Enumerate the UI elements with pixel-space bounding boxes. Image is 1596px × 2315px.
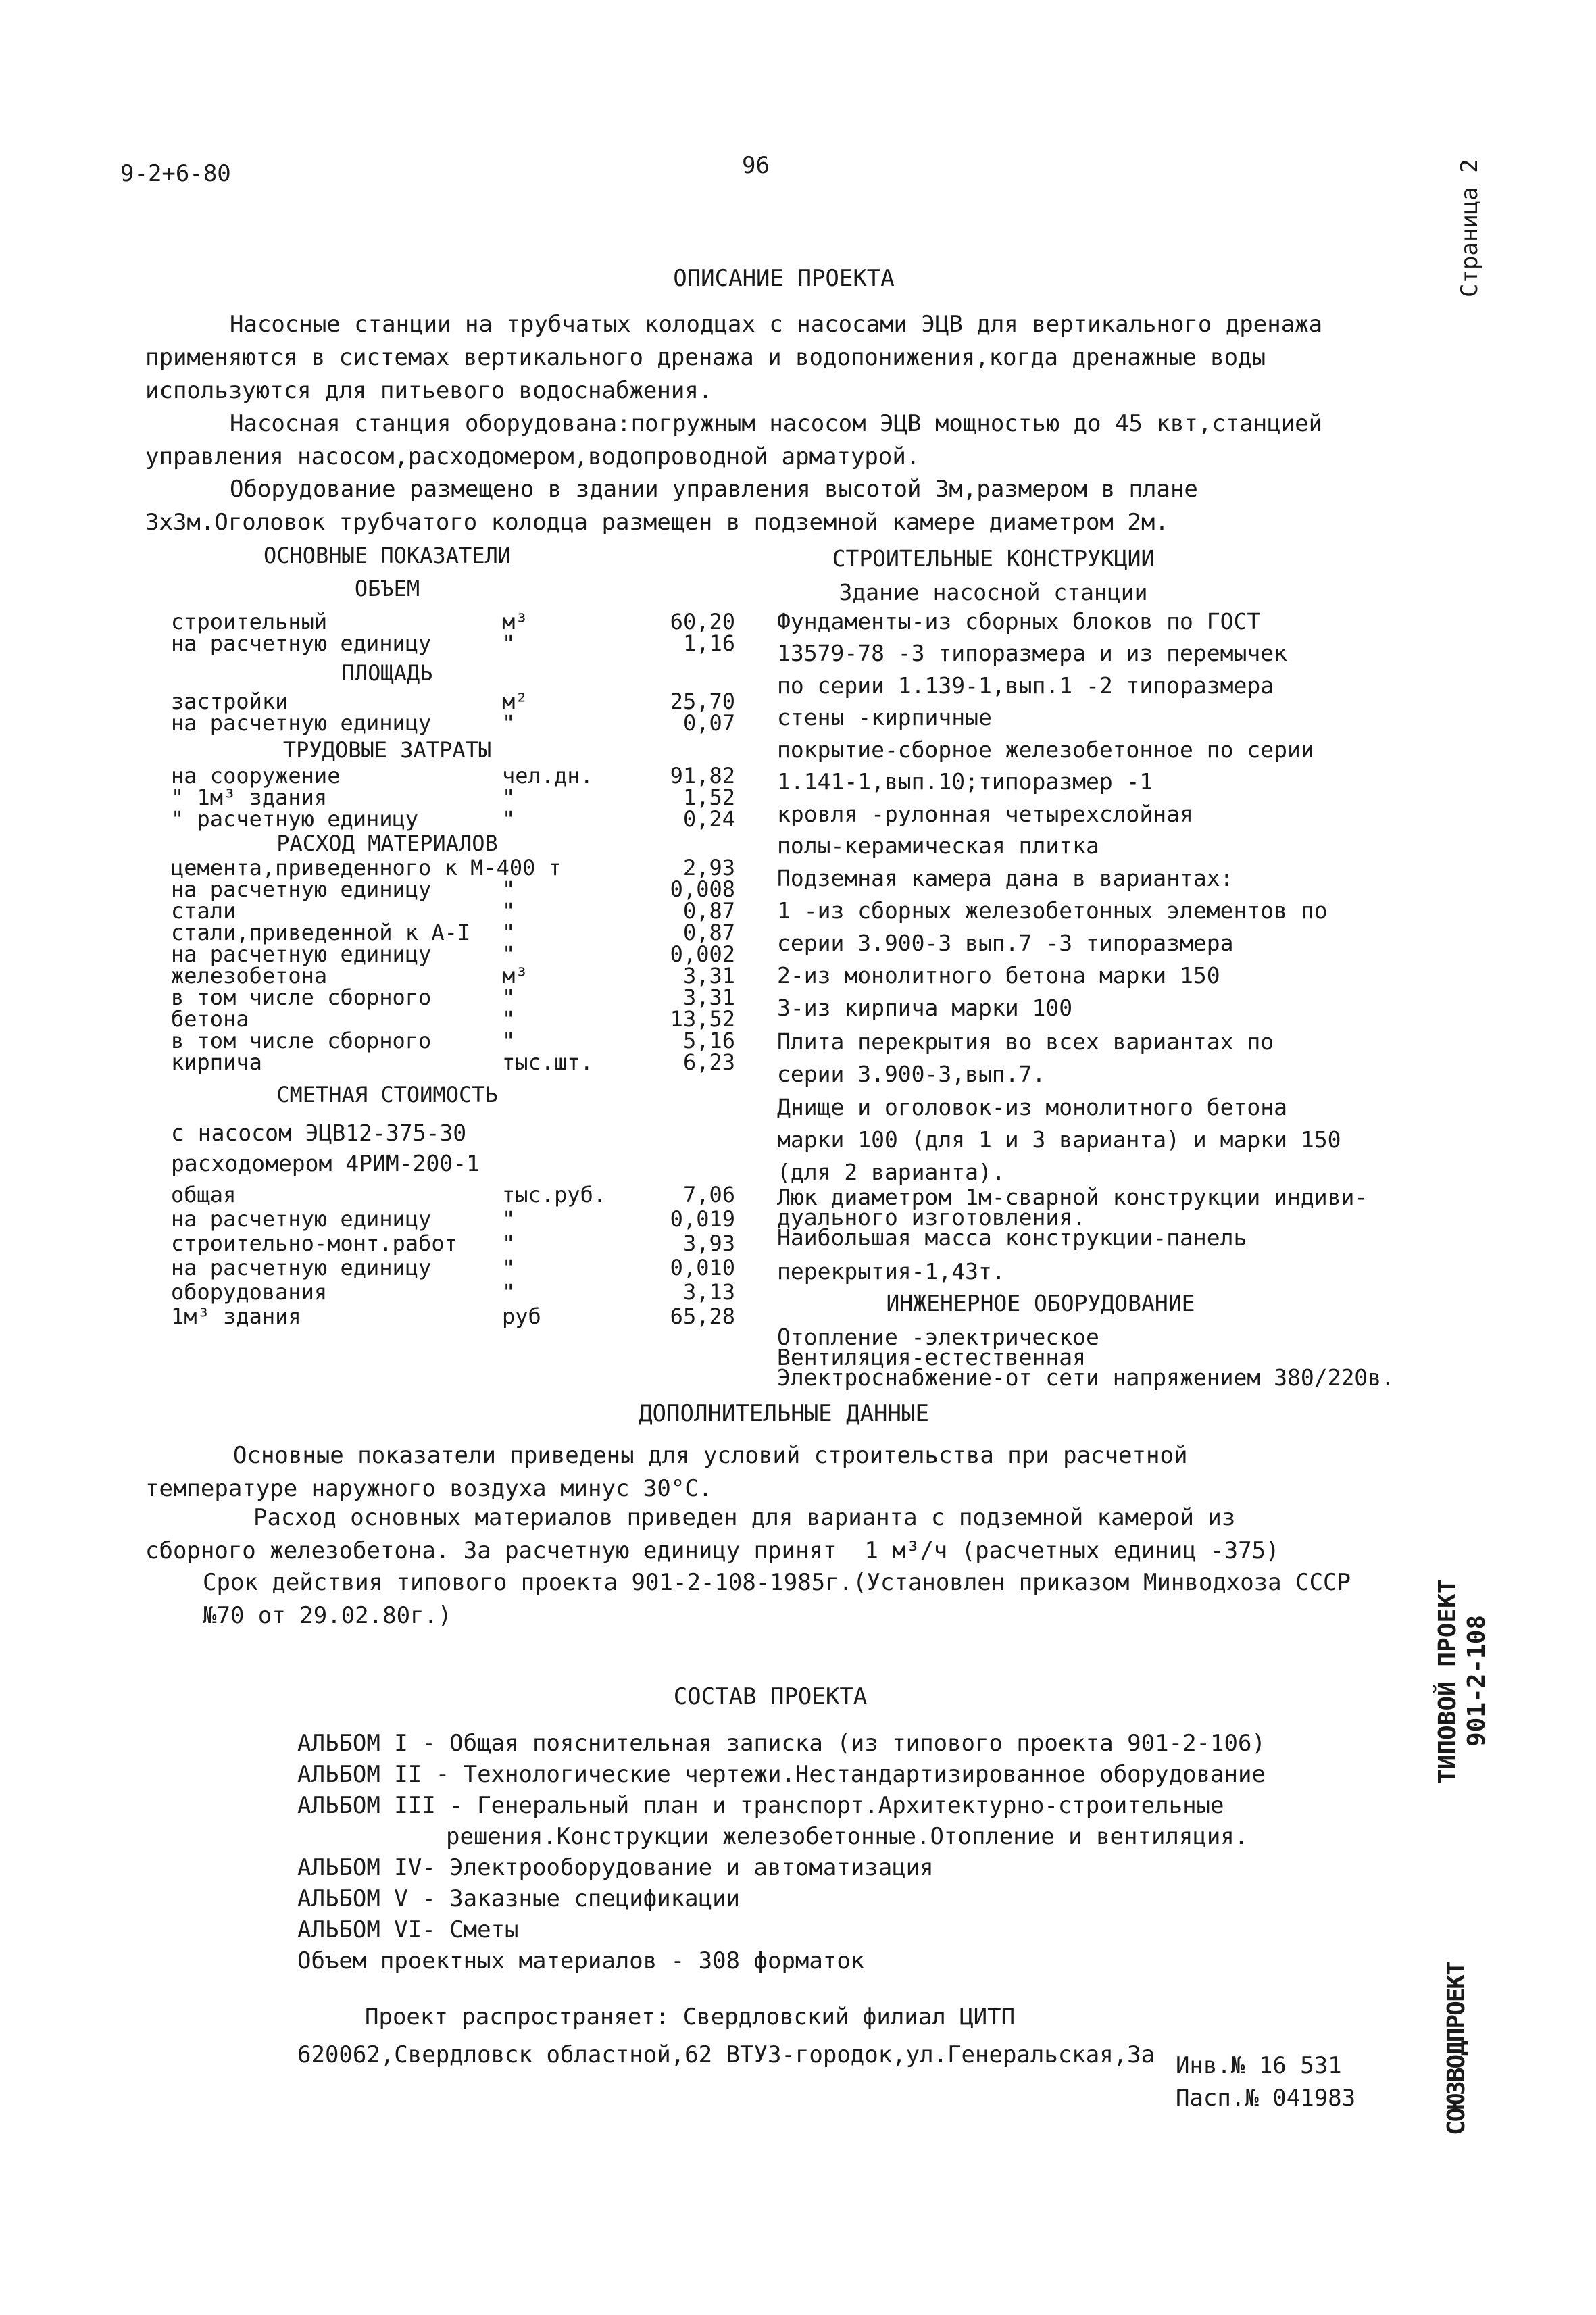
materials-value: 5,16 bbox=[682, 1028, 735, 1053]
construction-line: Днище и оголовок-из монолитного бетона bbox=[777, 1094, 1287, 1120]
construction-line: Наибольшая масса конструкции-панель bbox=[777, 1224, 1247, 1251]
composition-title: СОСТАВ ПРОЕКТА bbox=[673, 1683, 868, 1710]
additional-title: ДОПОЛНИТЕЛЬНЫЕ ДАННЫЕ bbox=[639, 1400, 929, 1427]
cost-title: СМЕТНАЯ СТОИМОСТЬ bbox=[276, 1082, 498, 1107]
materials-label: бетона bbox=[171, 1006, 249, 1032]
construction-line: марки 100 (для 1 и 3 варианта) и марки 150 bbox=[777, 1126, 1341, 1153]
materials-value: 0,002 bbox=[670, 941, 735, 967]
cost-label: 1м³ здания bbox=[171, 1303, 301, 1329]
distributor-line: Проект распространяет: Свердловский филиал ЦИТП bbox=[365, 2003, 1016, 2031]
materials-unit: " bbox=[502, 876, 516, 902]
indicators-title: ОСНОВНЫЕ ПОКАЗАТЕЛИ bbox=[263, 543, 512, 568]
volume-value: 60,20 bbox=[670, 609, 735, 634]
labor-row bbox=[171, 763, 735, 789]
document-code: 9-2+6-80 bbox=[120, 160, 231, 187]
materials-label: в том числе сборного bbox=[171, 985, 432, 1010]
cost-label: общая bbox=[171, 1182, 236, 1208]
materials-row bbox=[171, 1028, 735, 1053]
cost-unit: " bbox=[502, 1255, 516, 1280]
materials-title: РАСХОД МАТЕРИАЛОВ bbox=[276, 830, 498, 856]
area-value: 0,07 bbox=[682, 710, 735, 736]
engineering-line: Электроснабжение-от сети напряжением 380/220в. bbox=[777, 1364, 1395, 1391]
composition-item: АЛЬБОМ IV- Электрооборудование и автоматизация bbox=[297, 1854, 934, 1881]
materials-label: на расчетную единицу bbox=[171, 941, 432, 967]
construction-line: серии 3.900-3 вып.7 -3 типоразмера bbox=[777, 930, 1234, 956]
cost-unit: " bbox=[502, 1279, 516, 1305]
additional-paragraph-1: Основные показатели приведены для условий строительства при расчетной температуре наружного воздуха минус 30°С. bbox=[145, 1442, 1201, 1502]
materials-value: 0,008 bbox=[670, 876, 735, 902]
composition-item: АЛЬБОМ I - Общая пояснительная записка (из типового проекта 901-2-106) bbox=[297, 1730, 1266, 1757]
cost-pump-line: с насосом ЭЦВ12-375-30 bbox=[171, 1120, 467, 1146]
labor-unit: " bbox=[502, 785, 516, 810]
materials-unit: " bbox=[502, 941, 516, 967]
labor-value: 91,82 bbox=[670, 763, 735, 789]
area-value: 25,70 bbox=[670, 689, 735, 714]
labor-value: 1,52 bbox=[682, 785, 735, 810]
materials-row bbox=[171, 963, 735, 989]
volume-value: 1,16 bbox=[682, 630, 735, 656]
area-unit: м² bbox=[502, 689, 528, 714]
side-project-code: 901-2-108 bbox=[1463, 1614, 1491, 1747]
construction-line: Фундаменты-из сборных блоков по ГОСТ bbox=[777, 608, 1261, 634]
composition-item: АЛЬБОМ III - Генеральный план и транспорт.Архитектурно-строительные bbox=[297, 1792, 1224, 1819]
labor-unit: " bbox=[502, 806, 516, 832]
cost-row bbox=[171, 1230, 735, 1256]
construction-line: 13579-78 -3 типоразмера и из перемычек bbox=[777, 640, 1287, 666]
description-paragraph-3: Оборудование размещено в здании управления высотой 3м,размером в плане 3х3м.Оголовок трубчатого колодца размещен в подземной камере диаметром 2м. bbox=[145, 476, 1212, 536]
construction-line: Плита перекрытия во всех вариантах по bbox=[777, 1028, 1274, 1055]
cost-unit: тыс.руб. bbox=[502, 1182, 607, 1208]
side-organization: СОЮЗВОДПРОЕКТ bbox=[1443, 1962, 1470, 2135]
area-row bbox=[171, 710, 735, 736]
composition-item: Объем проектных материалов - 308 форматок bbox=[297, 1947, 865, 1974]
materials-row bbox=[171, 855, 735, 880]
volume-row bbox=[171, 609, 735, 634]
construction-line: кровля -рулонная четырехслойная bbox=[777, 801, 1193, 827]
construction-line: 1 -из сборных железобетонных элементов по bbox=[777, 897, 1328, 924]
description-paragraph-2: Насосная станция оборудована:погружным насосом ЭЦВ мощностью до 45 квт,станцией управления насосом,расходомером,водопроводной арматурой. bbox=[145, 410, 1337, 470]
materials-value: 3,31 bbox=[682, 985, 735, 1010]
cost-unit: " bbox=[502, 1230, 516, 1256]
additional-paragraph-2: Расход основных материалов приведен для варианта с подземной камерой из сборного железобетона. За расчетную единицу принят 1 м³/ч (расчетных единиц -375) bbox=[145, 1504, 1280, 1564]
materials-label: на расчетную единицу bbox=[171, 876, 432, 902]
construction-line: серии 3.900-3,вып.7. bbox=[777, 1061, 1046, 1087]
materials-value: 2,93 bbox=[682, 855, 735, 880]
materials-row bbox=[171, 1049, 735, 1075]
construction-line: Подземная камера дана в вариантах: bbox=[777, 865, 1234, 891]
materials-label: железобетона bbox=[171, 963, 328, 989]
construction-line: Люк диаметром 1м-сварной конструкции индиви- bbox=[777, 1184, 1368, 1210]
cost-value: 65,28 bbox=[670, 1303, 735, 1329]
area-label: на расчетную единицу bbox=[171, 710, 432, 736]
materials-row bbox=[171, 1006, 735, 1032]
cost-label: оборудования bbox=[171, 1279, 328, 1305]
materials-label: в том числе сборного bbox=[171, 1028, 432, 1053]
description-paragraph-1: Насосные станции на трубчатых колодцах с насосами ЭЦВ для вертикального дренажа применяются в системах вертикального дренажа и водопонижения,когда дренажные воды используются для питьевого водоснабжения. bbox=[145, 311, 1337, 404]
construction-line: (для 2 варианта). bbox=[777, 1159, 1005, 1185]
composition-item: АЛЬБОМ II - Технологические чертежи.Нестандартизированное оборудование bbox=[297, 1761, 1266, 1788]
materials-unit: тыс.шт. bbox=[502, 1049, 593, 1075]
materials-value: 3,31 bbox=[682, 963, 735, 989]
volume-unit: м³ bbox=[502, 609, 528, 634]
composition-item: АЛЬБОМ V - Заказные спецификации bbox=[297, 1885, 741, 1912]
area-title: ПЛОЩАДЬ bbox=[341, 660, 433, 686]
materials-row bbox=[171, 898, 735, 924]
materials-unit: " bbox=[502, 1006, 516, 1032]
materials-label: кирпича bbox=[171, 1049, 262, 1075]
materials-label: стали,приведенной к А-I bbox=[171, 920, 471, 945]
description-title: ОПИСАНИЕ ПРОЕКТА bbox=[673, 265, 895, 292]
construction-line: 2-из монолитного бетона марки 150 bbox=[777, 962, 1220, 989]
materials-unit: " bbox=[502, 920, 516, 945]
engineering-line: Отопление -электрическое bbox=[777, 1324, 1099, 1350]
labor-title: ТРУДОВЫЕ ЗАТРАТЫ bbox=[282, 737, 492, 763]
construction-line: покрытие-сборное железобетонное по серии bbox=[777, 737, 1314, 763]
construction-line: перекрытия-1,43т. bbox=[777, 1258, 1005, 1285]
materials-row bbox=[171, 985, 735, 1010]
cost-row bbox=[171, 1279, 735, 1305]
materials-value: 13,52 bbox=[670, 1006, 735, 1032]
construction-line: по серии 1.139-1,вып.1 -2 типоразмера bbox=[777, 672, 1274, 699]
materials-row bbox=[171, 876, 735, 902]
cost-label: на расчетную единицу bbox=[171, 1206, 432, 1232]
engineering-line: Вентиляция-естественная bbox=[777, 1344, 1086, 1370]
engineering-title: ИНЖЕНЕРНОЕ ОБОРУДОВАНИЕ bbox=[886, 1290, 1195, 1316]
construction-line: 3-из кирпича марки 100 bbox=[777, 995, 1073, 1021]
volume-label: строительный bbox=[171, 609, 328, 634]
materials-row bbox=[171, 941, 735, 967]
labor-label: " расчетную единицу bbox=[171, 806, 419, 832]
labor-value: 0,24 bbox=[682, 806, 735, 832]
labor-unit: чел.дн. bbox=[502, 763, 593, 789]
cost-unit: руб bbox=[502, 1303, 541, 1329]
side-project-label: ТИПОВОЙ ПРОЕКТ bbox=[1434, 1578, 1462, 1784]
area-row bbox=[171, 689, 735, 714]
volume-unit: " bbox=[502, 630, 516, 656]
materials-row bbox=[171, 920, 735, 945]
side-page-label: Страница 2 bbox=[1456, 159, 1483, 297]
cost-row bbox=[171, 1303, 735, 1329]
construction-line: дуального изготовления. bbox=[777, 1204, 1086, 1230]
cost-value: 0,019 bbox=[670, 1206, 735, 1232]
cost-unit: " bbox=[502, 1206, 516, 1232]
distributor-address: 620062,Свердловск областной,62 ВТУЗ-городок,ул.Генеральская,3а bbox=[297, 2041, 1155, 2068]
materials-unit: " bbox=[502, 985, 516, 1010]
volume-row bbox=[171, 630, 735, 656]
area-unit: " bbox=[502, 710, 516, 736]
cost-meter-line: расходомером 4РИМ-200-1 bbox=[171, 1150, 480, 1176]
volume-title: ОБЪЕМ bbox=[354, 576, 420, 601]
labor-row bbox=[171, 785, 735, 810]
construction-subtitle: Здание насосной станции bbox=[839, 579, 1148, 605]
composition-item-continuation: решения.Конструкции железобетонные.Отопление и вентиляция. bbox=[446, 1823, 1249, 1850]
cost-value: 3,93 bbox=[682, 1230, 735, 1256]
materials-label: цемента,приведенного к М-400 т bbox=[171, 855, 562, 880]
page-number: 96 bbox=[742, 152, 770, 179]
materials-value: 6,23 bbox=[682, 1049, 735, 1075]
materials-unit: м³ bbox=[502, 963, 528, 989]
materials-label: стали bbox=[171, 898, 236, 924]
area-label: застройки bbox=[171, 689, 289, 714]
cost-label: на расчетную единицу bbox=[171, 1255, 432, 1280]
labor-label: на сооружение bbox=[171, 763, 341, 789]
cost-value: 0,010 bbox=[670, 1255, 735, 1280]
additional-paragraph-3: Срок действия типового проекта 901-2-108-1985г.(Установлен приказом Минводхоза СССР №70 от 29.02.80г.) bbox=[203, 1569, 1365, 1629]
volume-label: на расчетную единицу bbox=[171, 630, 432, 656]
construction-line: 1.141-1,вып.10;типоразмер -1 bbox=[777, 768, 1153, 795]
cost-row bbox=[171, 1255, 735, 1280]
materials-value: 0,87 bbox=[682, 898, 735, 924]
cost-value: 7,06 bbox=[682, 1182, 735, 1208]
cost-value: 3,13 bbox=[682, 1279, 735, 1305]
cost-row bbox=[171, 1206, 735, 1232]
materials-value: 0,87 bbox=[682, 920, 735, 945]
construction-title: СТРОИТЕЛЬНЫЕ КОНСТРУКЦИИ bbox=[832, 545, 1155, 572]
passport-number: Пасп.№ 041983 bbox=[1176, 2085, 1356, 2112]
cost-label: строительно-монт.работ bbox=[171, 1230, 457, 1256]
cost-row bbox=[171, 1182, 735, 1208]
construction-line: полы-керамическая плитка bbox=[777, 832, 1099, 859]
labor-label: " 1м³ здания bbox=[171, 785, 328, 810]
materials-unit: " bbox=[502, 1028, 516, 1053]
composition-item: АЛЬБОМ VI- Сметы bbox=[297, 1916, 519, 1943]
inventory-number: Инв.№ 16 531 bbox=[1176, 2052, 1342, 2079]
labor-row bbox=[171, 806, 735, 832]
materials-unit: " bbox=[502, 898, 516, 924]
construction-line: стены -кирпичные bbox=[777, 704, 992, 730]
